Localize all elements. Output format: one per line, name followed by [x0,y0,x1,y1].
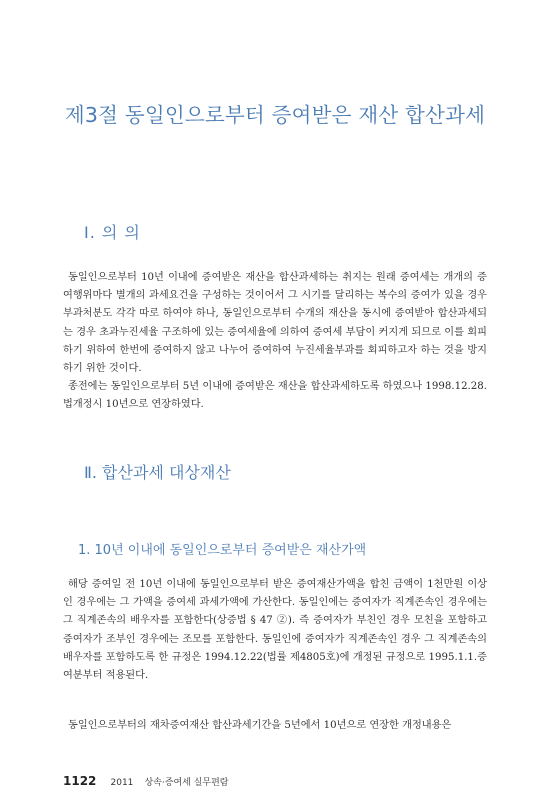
heading-target-property: Ⅱ. 합산과세 대상재산 [84,463,231,482]
paragraph-purpose: 동일인으로부터 10년 이내에 증여받은 재산을 합산과세하는 취지는 원래 증여세는 개개의 증여행위마다 별개의 과세요건을 구성하는 것이어서 그 시기를 달리하는 복수의 증여가 있을 경우 부과처분도 각각 따로 하여야 하나, 동일인으로부터 수개의 재산을 동시에 증여받아 합산과세되는 경우 초과누진세율 구조하에 있는 증여세율에 의하여 증여세 부담이 커지게 되므로 이를 회피하기 위하여 한번에 증여하지 않고 나누어 증여하여 누진세율부과를 회피하고자 하는 것을 방지하기 위한 것이다. [63,272,487,375]
footer-year: 2011 [110,778,134,788]
paragraph-history: 종전에는 동일인으로부터 5년 이내에 증여받은 재산을 합산과세하도록 하였으나 1998.12.28. 법개정시 10년으로 연장하였다. [63,381,487,411]
page-number: 1122 [63,774,97,788]
footer-book-title: 상속·증여세 실무편람 [144,778,229,788]
amendment-body [63,717,487,735]
paragraph-aggregation-rule: 해당 증여일 전 10년 이내에 동일인으로부터 받은 증여재산가액을 합친 금액이 1천만원 이상인 경우에는 그 가액을 증여세 과세가액에 가산한다. 동일인에는 증여자가 직계존속인 경우에는 그 직계존속의 배우자를 포함한다(상증법 § 47 ②). 즉 증여자가 부친인 경우 모친을 포함하고 증여자가 조부인 경우에는 조모를 포함한다. 동일인에 증여자가 직계존속인 경우 그 직계존속의 배우자를 포함하도록 한 규정은 1994.12.22(법률 제4805호)에 개정된 규정으로 1995.1.1.증여분부터 적용된다. [63,579,487,682]
page-footer [63,770,228,789]
subheading-10-year-gifts: 1. 10년 이내에 동일인으로부터 증여받은 재산가액 [78,543,367,558]
heading-meaning: Ⅰ. 의 의 [84,223,141,242]
target-body [63,576,487,685]
section-title: 제3절 동일인으로부터 증여받은 재산 합산과세 [64,103,486,127]
meaning-body [63,269,487,415]
paragraph-amendment: 동일인으로부터의 재차증여재산 합산과세기간을 5년에서 10년으로 연장한 개정내용은 [68,720,452,731]
